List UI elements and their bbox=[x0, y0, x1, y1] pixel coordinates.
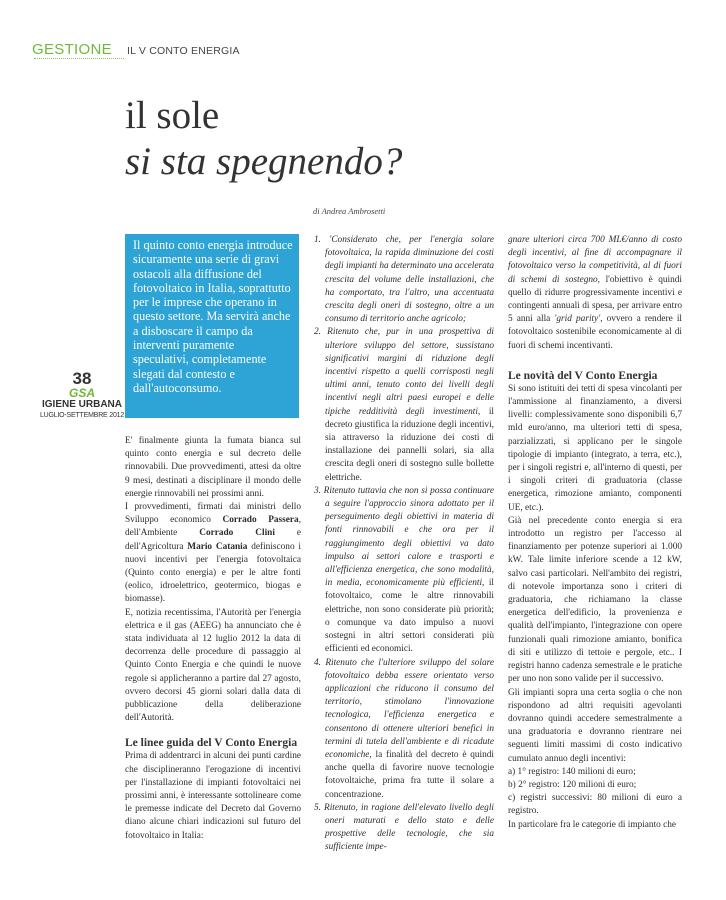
headline-line-1: il sole bbox=[125, 94, 220, 137]
list-item: b) 2° registro: 120 milioni di euro; bbox=[508, 779, 637, 790]
paragraph: In particolare fra le categorie di impianto che bbox=[508, 819, 677, 830]
byline: di Andrea Ambrosetti bbox=[313, 206, 386, 216]
text-run: definiscono i nuovi incentivi per l'energia fotovoltaica (Quinto conto energia) e per le altre fonti (eolico, idroelettrico, geotermico, biogas e biomasse). bbox=[125, 541, 301, 605]
headline-line-2: si sta spegnendo? bbox=[125, 140, 403, 183]
paragraph: Gli impianti sopra una certa soglia o che non rispondono ad altri requisiti agevolanti dovranno quindi accedere semestralmente a una graduatoria e dovranno rientrare nei seguenti limiti massimi di costo indicativo cumulato annuo degli incentivi: bbox=[508, 687, 682, 764]
header-divider bbox=[34, 58, 124, 59]
paragraph bbox=[508, 234, 682, 353]
paragraph: Già nel precedente conto energia si era introdotto un registro per l'accesso al finanziamento per potenze superiori ai 1.000 kW. Tale limite inferiore scende a 12 kW, salvo casi particolari. Nell'ambito dei registri, di notevole importanza sono i criteri di graduatoria, che richiamano la classe energetica dell'edificio, la provenienza e qualità dell'impianto, l'integrazione con opere funzionali quali rimozione amianto, bonifica di siti e utilizzo di tettoie e pergole, etc.. I registri hanno cadenza semestrale e le pratiche per uno non sono valide per il successivo. bbox=[508, 515, 682, 685]
text-run: il fotovoltaico, come le altre rinnovabili elettriche, non sono considerate più priorità; o comunque va dato impulso a nuovi sostegni in altri settori considerati più efficienti ed economici. bbox=[325, 578, 494, 655]
list-item: 1. 'Considerato che, per l'energia solare fotovoltaica, la rapida diminuzione dei costi degli impianti ha determinato una accelerata crescita del volume delle installazioni, che ha comportato, tra l'altro, una accentuata crescita degli oneri di sostegno, oltre a un consumo di territorio anche agricolo; bbox=[314, 235, 494, 325]
text-run: l'obiettivo è quindi quello di ridurre progressivamente incentivi e contingenti annuali di spesa, per arrivare entro 5 anni alla bbox=[508, 274, 682, 325]
name-bold: Corrado Passera bbox=[222, 515, 299, 526]
pull-quote: Il quinto conto energia introduce sicuramente una serie di gravi ostacoli alla diffusione del fotovoltaico in Italia, soprattutto per le imprese che operano in questo settore. Ma servirà anche a disboscare il campo da interventi puramente speculativi, completamente slegati dal contesto e dall'autoconsumo. bbox=[125, 234, 299, 418]
text-run: I provvedimenti, firmati dai ministri dello Sviluppo economico bbox=[125, 502, 301, 526]
list-item bbox=[314, 657, 494, 802]
paragraph: E, notizia recentissima, l'Autorità per l'energia elettrica e il gas (AEEG) ha annunciato che è stata individuata al 12 luglio 2012 la data di decorrenza delle procedure di passaggio al Quinto Conto Energia e che quindi le nuove regole si applicheranno a partire dal 27 agosto, ovvero decorsi 45 giorni solari dalla data di pubblicazione della deliberazione dell'Autorità. bbox=[125, 607, 301, 724]
paragraph bbox=[125, 501, 301, 607]
text-run: , dell'Ambiente bbox=[125, 515, 302, 539]
paragraph: E' finalmente giunta la fumata bianca sul quinto conto energia e sul decreto delle rinnovabili. Due provvedimenti, attesi da oltre 9 mesi, destinati a disciplinare il mondo delle energie rinnovabili nei prossimi anni. bbox=[125, 436, 301, 499]
magazine-name: IGIENE URBANA bbox=[41, 399, 122, 410]
text-run: , ovvero a rendere il fotovoltaico sostenibile economicamente al di fuori di schemi incentivanti. bbox=[508, 314, 682, 351]
name-bold: Corrado Clini bbox=[199, 528, 275, 539]
list-item bbox=[314, 326, 494, 484]
italic-run: 2. Ritenuto che, pur in una prospettiva di ulteriore sviluppo del settore, sussistano significativi margini di riduzione degli incentivi rispetto a quelli corrisposti negli ultimi anni, tenuto conto dei livelli degli incentivi negli altri paesi europei e delle tipiche redditività degli investimenti, bbox=[314, 327, 494, 417]
list-item: 5. Ritenuto, in ragione dell'elevato livello degli oneri maturati e dello stato e delle prospettive delle tecnologie, che sia sufficiente impe- bbox=[314, 802, 494, 853]
italic-run: gnare ulteriori circa 700 ML€/anno di costo degli incentivi, al fine di accompagnare il fotovoltaico verso la competitività, al di fuori di schemi di sostegno, bbox=[508, 235, 682, 285]
text-run: e dell'Agricoltura bbox=[125, 528, 301, 552]
italic-run: 4. Ritenuto che l'ulteriore sviluppo del solare fotovoltaico debba essere orientato verso applicazioni che riducono il consumo del territorio, stimolano l'innovazione tecnologica, l'efficienza energetica e consentono di ottenere ulteriori benefici in termini di tutela dell'ambiente e di ricadute economiche, bbox=[314, 657, 494, 760]
subheading: Le novità del V Conto Energia bbox=[508, 369, 658, 382]
section-label: GESTIONE bbox=[32, 41, 112, 58]
text-run: il decreto giustifica la riduzione degli incentivi, sia attraverso la riduzione dei costi di installazione dei pannelli solari, sia alla crescita degli oneri di sostegno sulle bollette elettriche. bbox=[325, 406, 494, 483]
subheading: Le linee guida del V Conto Energia bbox=[125, 737, 298, 750]
page-folio bbox=[34, 370, 130, 420]
italic-run: 'grid parity' bbox=[554, 314, 601, 325]
text-column-3 bbox=[508, 234, 682, 832]
topic-label: IL V CONTO ENERGIA bbox=[127, 45, 240, 57]
paragraph: Prima di addentrarci in alcuni dei punti cardine che disciplineranno l'erogazione di incentivi per l'installazione di impianti fotovoltaici nei prossimi anni, è interessante sottolineare come le premesse indicate del Decreto dal Governo diano alcune chiari indicazioni sul futuro del fotovoltaico in Italia: bbox=[125, 751, 301, 841]
text-run: la finalità del decreto è quindi anche quella di favorire nuove tecnologie fotovoltaiche, prima fra tutte il solare a concentrazione. bbox=[325, 749, 494, 800]
list-item: a) 1° registro: 140 milioni di euro; bbox=[508, 766, 636, 777]
page-number: 38 bbox=[72, 369, 92, 388]
paragraph: Si sono istituiti dei tetti di spesa vincolanti per l'ammissione al finanziamento, a diversi livelli: complessivamente sono disponibili 6,7 mld euro/anno, ma ulteriori tetti di spesa, parzializzati, si applicano per le singole tipologie di impianto (integrato, a terra, etc.), per i singoli registri e, all'interno di questi, per i singoli criteri di graduatoria (classe energetica, rimozione amianto, componenti UE, etc.). bbox=[508, 383, 682, 513]
list-item bbox=[314, 485, 494, 657]
magazine-logo: GSA bbox=[68, 386, 95, 400]
text-column-2 bbox=[314, 234, 494, 855]
italic-run: 3. Ritenuto tuttavia che non si possa continuare a seguire l'approccio sinora adottato per il perseguimento degli obiettivi in materia di fonti rinnovabili e che ora per il raggiungimento degli obiettivi va dato impulso ai settori calore e trasporti e all'efficienza energetica, che sono modalità, in media, economicamente più efficienti, bbox=[314, 485, 494, 589]
magazine-issue: LUGLIO-SETTEMBRE 2012 bbox=[39, 412, 125, 419]
name-bold: Mario Catania bbox=[187, 541, 248, 552]
text-column-1 bbox=[125, 435, 301, 843]
list-item: c) registri successivi: 80 milioni di euro a registro. bbox=[508, 793, 682, 817]
